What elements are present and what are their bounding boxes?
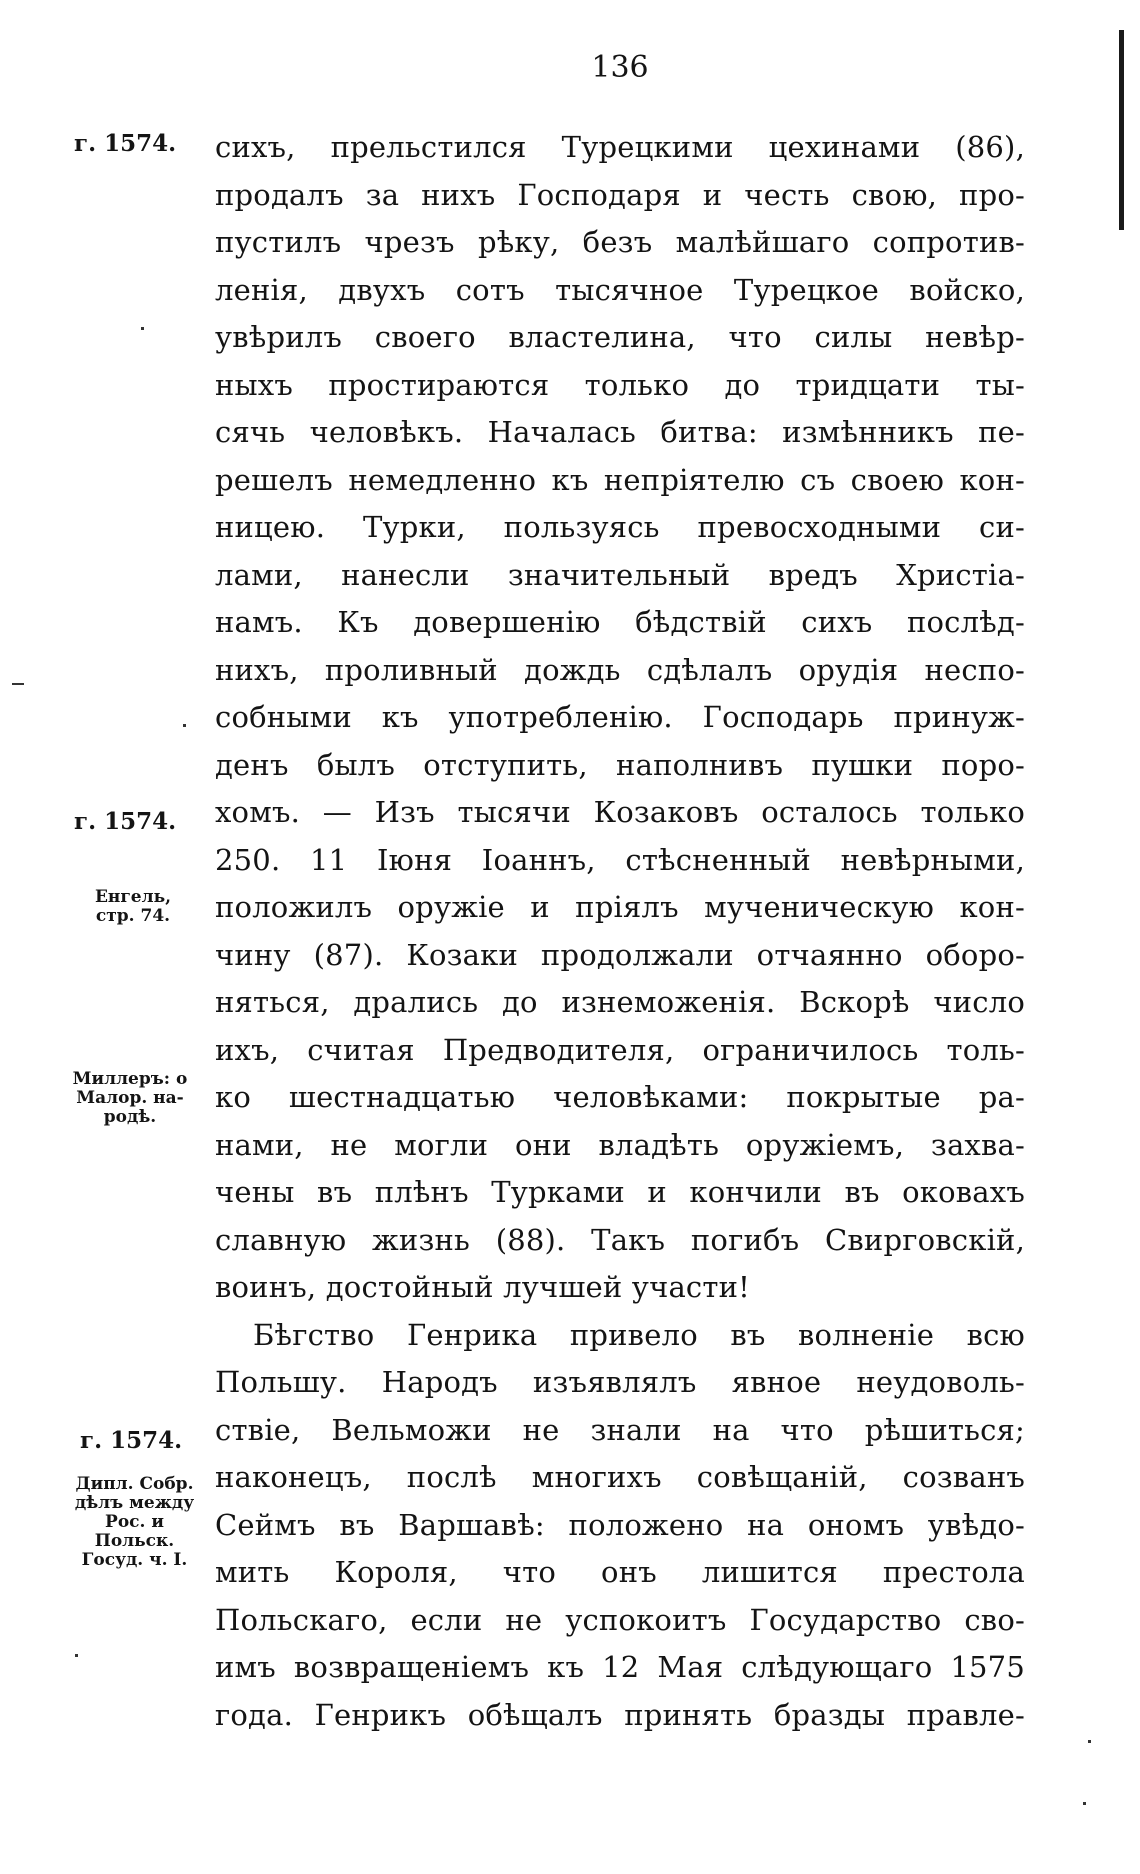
margin-note-line: Польск.	[94, 1531, 175, 1551]
text-line: увѣрилъ своего властелина, что силы невѣр-	[215, 320, 1025, 354]
print-speck	[141, 327, 144, 330]
text-line: собными къ употребленію. Господарь принуж-	[215, 700, 1025, 734]
text-line: чены въ плѣнъ Турками и кончили въ оковахъ	[215, 1175, 1025, 1209]
text-line: славную жизнь (88). Такъ погибъ Свирговскій,	[215, 1222, 1025, 1257]
text-line: решелъ немедленно къ непріятелю съ своею кон-	[215, 462, 1025, 497]
print-speck	[12, 683, 24, 685]
text-line: продалъ за нихъ Господаря и честь свою, про-	[215, 177, 1025, 212]
print-speck	[1088, 1740, 1091, 1743]
body-text	[215, 124, 1025, 1739]
margin-note-line: родѣ.	[103, 1107, 157, 1127]
text-line: нихъ, проливный дождь сдѣлалъ орудія неспо-	[215, 652, 1025, 687]
text-line: имъ возвращеніемъ къ 12 Мая слѣдующаго 1575	[215, 1650, 1025, 1684]
margin-note-miller	[50, 1070, 210, 1127]
text-line: лами, нанесли значительный вредъ Христіа-	[215, 557, 1025, 592]
paragraph-start-line: Бѣгство Генрика привело въ волненіе всю	[253, 1317, 1025, 1352]
text-line: 250. 11 Іюня Іоаннъ, стѣсненный невѣрными,	[215, 842, 1025, 877]
text-line: денъ былъ отступить, наполнивъ пушки поро-	[215, 747, 1025, 782]
margin-note-line: Енгель,	[94, 887, 172, 907]
text-line: ницею. Турки, пользуясь превосходными си-	[215, 510, 1025, 544]
margin-note-line: Малор. на-	[76, 1088, 184, 1108]
print-speck	[75, 1654, 78, 1657]
margin-year-2: г. 1574.	[74, 808, 177, 835]
margin-note-diplomatic	[52, 1475, 217, 1570]
text-line: чину (87). Козаки продолжали отчаянно оборо-	[215, 937, 1025, 972]
text-line: Сеймъ въ Варшавѣ: положено на ономъ увѣдо-	[215, 1507, 1025, 1542]
text-line: ихъ, считая Предводителя, ограничилось толь-	[215, 1032, 1025, 1067]
print-speck	[183, 724, 186, 727]
page-number: 136	[591, 50, 649, 85]
print-speck	[1083, 1802, 1086, 1805]
margin-note-line: Госуд. ч. I.	[81, 1550, 188, 1570]
margin-note-line: Миллеръ: о	[72, 1069, 188, 1089]
margin-note-line: Рос. и	[105, 1512, 164, 1532]
text-line: мить Короля, что онъ лишится престола	[215, 1555, 1025, 1589]
text-line: нами, не могли они владѣть оружіемъ, захва-	[215, 1127, 1025, 1162]
text-line: ствіе, Вельможи не знали на что рѣшиться;	[215, 1412, 1025, 1447]
text-line: наконецъ, послѣ многихъ совѣщаній, созванъ	[215, 1460, 1025, 1494]
margin-year-1: г. 1574.	[74, 130, 177, 157]
text-line: сячь человѣкъ. Началась битва: измѣнникъ пе-	[215, 415, 1025, 449]
text-line: Польшу. Народъ изъявлялъ явное неудоволь-	[215, 1365, 1025, 1399]
text-line: намъ. Къ довершенію бѣдствій сихъ послѣд-	[215, 605, 1025, 639]
margin-note-line: дѣлъ между	[74, 1493, 195, 1513]
text-line: ныхъ простираются только до тридцати ты-	[215, 367, 1025, 402]
text-line: няться, дрались до изнеможенія. Вскорѣ число	[215, 985, 1025, 1019]
margin-note-line: Дипл. Собр.	[75, 1474, 194, 1494]
text-line: пустилъ чрезъ рѣку, безъ малѣйшаго сопротив-	[215, 225, 1025, 259]
page-binding-edge	[1119, 30, 1124, 230]
text-line: хомъ. — Изъ тысячи Козаковъ осталось только	[215, 795, 1025, 829]
text-line: воинъ, достойный лучшей участи!	[215, 1270, 750, 1304]
text-line: ленія, двухъ сотъ тысячное Турецкое войско,	[215, 272, 1025, 307]
text-line: сихъ, прельстился Турецкими цехинами (86),	[215, 130, 1025, 164]
text-line: Польскаго, если не успокоитъ Государство сво-	[215, 1602, 1025, 1637]
margin-note-engel	[68, 888, 198, 926]
text-line: ко шестнадцатью человѣками: покрытые ра-	[215, 1080, 1025, 1114]
margin-year-3: г. 1574.	[80, 1427, 183, 1454]
text-line: года. Генрикъ обѣщалъ принять бразды правле-	[215, 1697, 1025, 1732]
margin-note-line: стр. 74.	[95, 906, 171, 926]
text-line: положилъ оружіе и пріялъ мученическую кон-	[215, 890, 1025, 924]
